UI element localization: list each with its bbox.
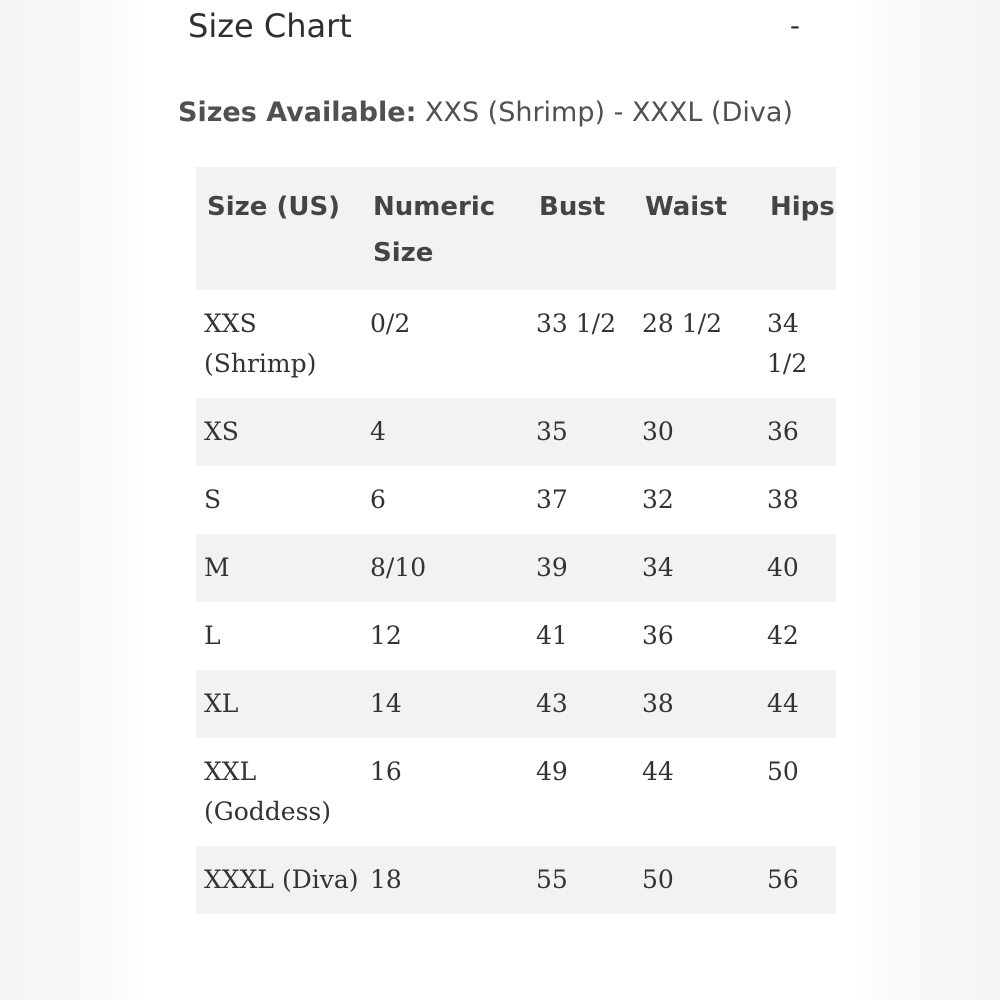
table-row (196, 738, 836, 846)
cell-bust: 55 (528, 846, 634, 914)
cell-hips: 44 (759, 670, 836, 738)
table-row (196, 846, 836, 914)
size-chart-header[interactable] (188, 0, 808, 60)
table-row (196, 290, 836, 398)
col-header-bust: Bust (528, 167, 634, 290)
cell-hips: 36 (759, 398, 836, 466)
cell-size: XXL (Goddess) (196, 738, 362, 846)
cell-numeric: 14 (362, 670, 528, 738)
cell-hips: 38 (759, 466, 836, 534)
cell-waist: 36 (634, 602, 759, 670)
cell-bust: 39 (528, 534, 634, 602)
col-header-hips: Hips (759, 167, 836, 290)
cell-size: XS (196, 398, 362, 466)
col-header-waist: Waist (634, 167, 759, 290)
table-header (196, 167, 836, 290)
size-table (196, 167, 836, 914)
cell-numeric: 6 (362, 466, 528, 534)
cell-waist: 34 (634, 534, 759, 602)
cell-hips: 56 (759, 846, 836, 914)
cell-size: M (196, 534, 362, 602)
cell-numeric: 12 (362, 602, 528, 670)
section-title: Size Chart (188, 7, 352, 45)
cell-numeric: 8/10 (362, 534, 528, 602)
collapse-toggle[interactable]: - (789, 9, 800, 42)
cell-waist: 30 (634, 398, 759, 466)
table-row (196, 398, 836, 466)
cell-waist: 28 1/2 (634, 290, 759, 398)
cell-waist: 38 (634, 670, 759, 738)
cell-bust: 41 (528, 602, 634, 670)
cell-numeric: 16 (362, 738, 528, 846)
table-row (196, 670, 836, 738)
table-header-row (196, 167, 836, 290)
cell-size: L (196, 602, 362, 670)
cell-numeric: 0/2 (362, 290, 528, 398)
cell-bust: 37 (528, 466, 634, 534)
cell-size: XXXL (Diva) (196, 846, 362, 914)
cell-bust: 33 1/2 (528, 290, 634, 398)
cell-bust: 49 (528, 738, 634, 846)
cell-numeric: 18 (362, 846, 528, 914)
sizes-available-line (178, 96, 812, 136)
cell-hips: 42 (759, 602, 836, 670)
cell-size: S (196, 466, 362, 534)
cell-numeric: 4 (362, 398, 528, 466)
cell-size: XXS (Shrimp) (196, 290, 362, 398)
cell-bust: 43 (528, 670, 634, 738)
table-body (196, 290, 836, 914)
cell-waist: 50 (634, 846, 759, 914)
cell-hips: 40 (759, 534, 836, 602)
cell-bust: 35 (528, 398, 634, 466)
table-row (196, 534, 836, 602)
cell-size: XL (196, 670, 362, 738)
sizes-available-label: Sizes Available: (178, 97, 417, 128)
cell-waist: 32 (634, 466, 759, 534)
table-row (196, 466, 836, 534)
col-header-size-us: Size (US) (196, 167, 362, 290)
table-row (196, 602, 836, 670)
cell-hips: 34 1/2 (759, 290, 836, 398)
col-header-numeric-size: Numeric Size (362, 167, 528, 290)
sizes-available-value: XXS (Shrimp) - XXXL (Diva) (416, 97, 793, 128)
size-table-container[interactable] (196, 167, 835, 957)
cell-hips: 50 (759, 738, 836, 846)
cell-waist: 44 (634, 738, 759, 846)
